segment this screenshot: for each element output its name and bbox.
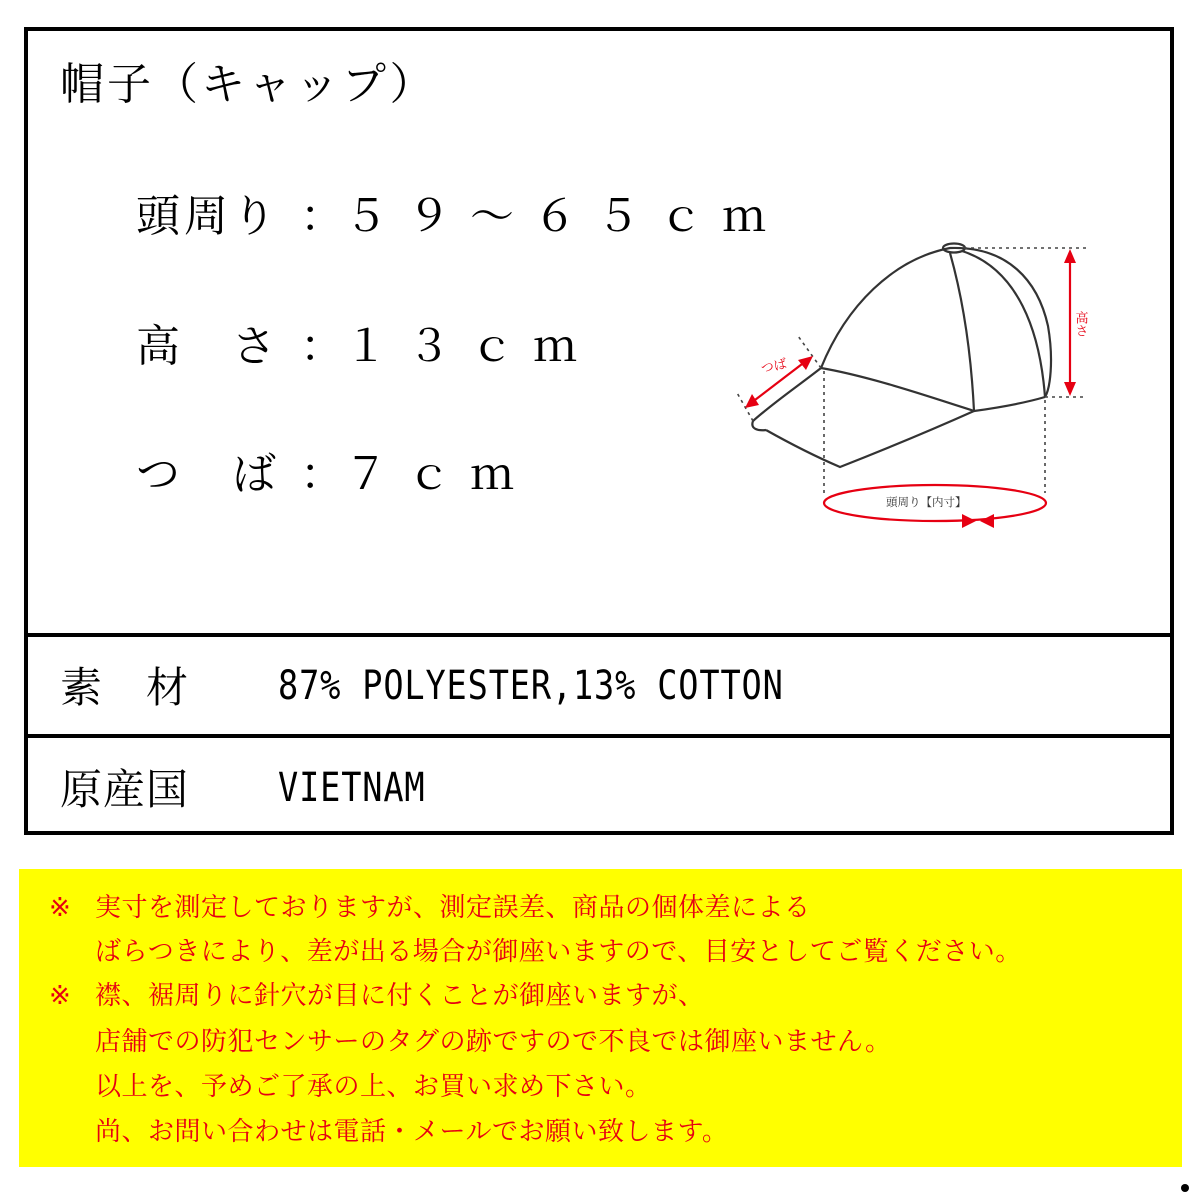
head-circumference-label: 頭周り【内寸】 (886, 495, 967, 509)
note-mark: ※ (49, 981, 71, 1011)
cap-outline (752, 244, 1051, 468)
spec-value: ７ｃｍ (344, 449, 533, 500)
product-title: 帽子（キャップ） (60, 59, 437, 110)
notice-line: 尚、お問い合わせは電話・メールでお願い致します。 (95, 1117, 729, 1147)
spec-row-height (136, 323, 596, 371)
notice-box (19, 869, 1182, 1167)
notice-line: ばらつきにより、差が出る場合が御座いますので、目安としてご覧ください。 (95, 937, 1022, 967)
spec-value: ５９～６５ｃｍ (344, 191, 785, 242)
height-label: 高さ (1072, 311, 1088, 337)
divider (28, 633, 1170, 637)
material-value: 87% POLYESTER,13% COTTON (278, 663, 784, 709)
corner-dot (1181, 1184, 1189, 1192)
origin-label: 原産国 (60, 765, 190, 814)
guide-lines (736, 248, 1086, 493)
origin-value: VIETNAM (278, 765, 426, 811)
cap-measurement-diagram (718, 211, 1108, 541)
note-mark: ※ (49, 893, 71, 923)
notice-line: 以上を、予めご了承の上、お買い求め下さい。 (95, 1072, 652, 1102)
spec-value: １３ｃｍ (344, 321, 596, 372)
brim-label: つば (759, 356, 789, 377)
spec-row-brim (136, 451, 533, 499)
spec-label: 頭周り (136, 191, 280, 242)
notice-line: 実寸を測定しておりますが、測定誤差、商品の個体差による (95, 893, 811, 923)
spec-label: 高 さ (136, 321, 280, 372)
spec-separator: ： (300, 449, 344, 500)
notice-line: 襟、裾周りに針穴が目に付くことが御座いますが、 (95, 981, 705, 1011)
spec-box (24, 27, 1174, 835)
spec-label: つ ば (136, 449, 280, 500)
material-label: 素 材 (60, 663, 190, 712)
spec-separator: ： (300, 321, 344, 372)
notice-line: 店舗での防犯センサーのタグの跡ですので不良では御座いません。 (95, 1027, 892, 1057)
spec-separator: ： (300, 191, 344, 242)
divider (28, 734, 1170, 738)
spec-row-head-circumference (136, 193, 785, 241)
